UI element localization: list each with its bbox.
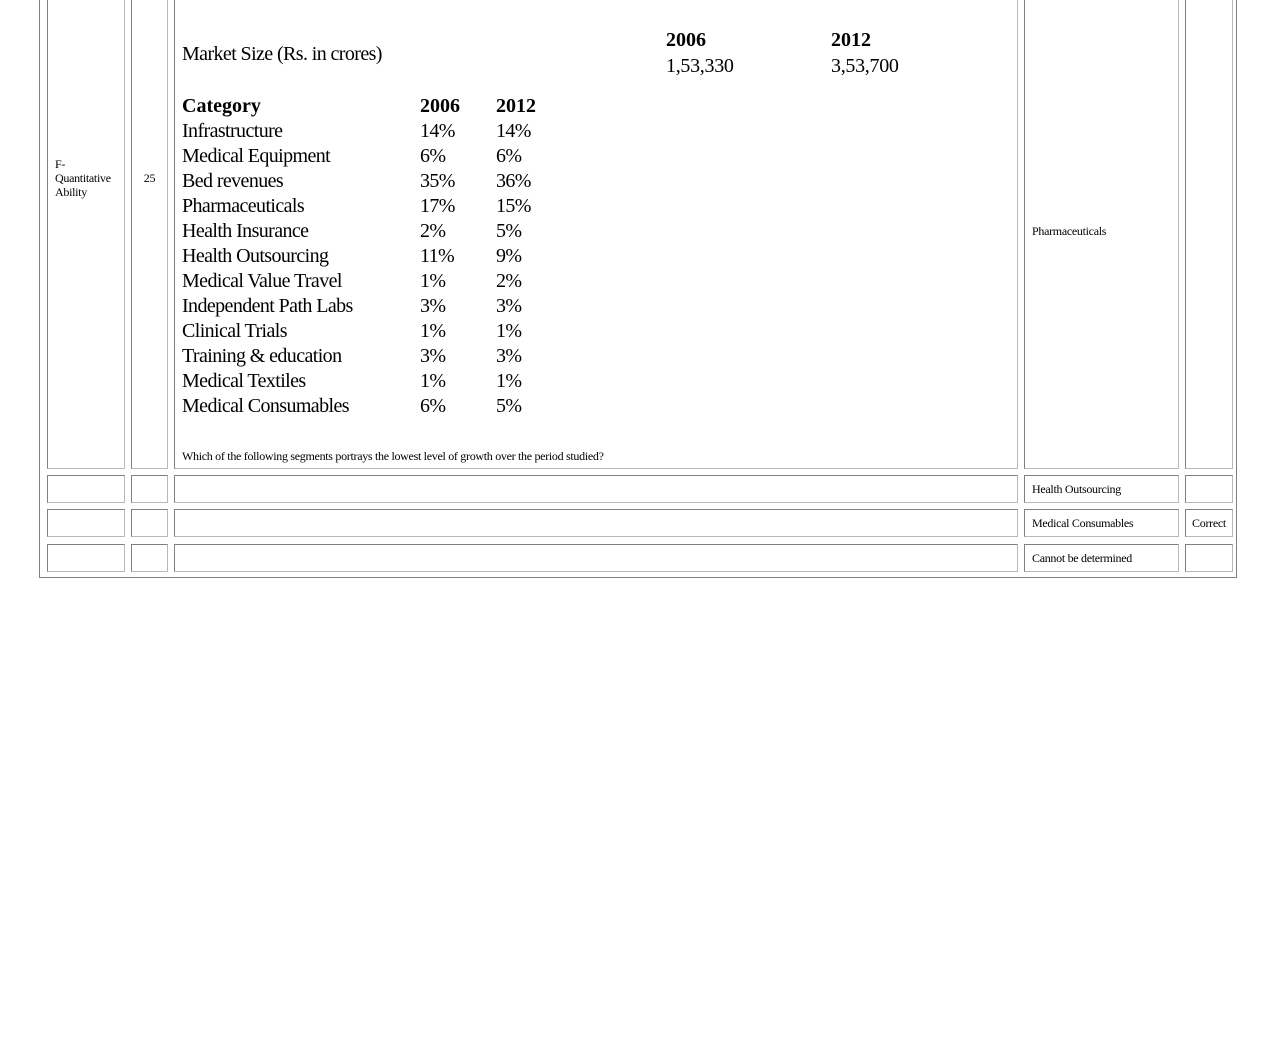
market-size-value-2006: 1,53,330 — [666, 55, 734, 77]
table-row — [182, 119, 546, 144]
table-row — [182, 344, 546, 369]
value-cell: 3% — [420, 345, 446, 367]
category-cell: Medical Equipment — [182, 145, 331, 167]
option-cell[interactable] — [1024, 544, 1179, 572]
value-cell: 35% — [420, 170, 455, 192]
table-row — [182, 394, 546, 419]
category-cell: Clinical Trials — [182, 320, 287, 342]
value-cell: 14% — [496, 120, 531, 142]
table-row — [182, 269, 546, 294]
category-cell: Pharmaceuticals — [182, 195, 305, 217]
category-cell: Medical Value Travel — [182, 270, 342, 292]
status-text — [1186, 0, 1232, 468]
option-text[interactable]: Medical Consumables — [1032, 516, 1134, 530]
value-cell: 2% — [420, 220, 446, 242]
number-cell-empty — [131, 509, 168, 537]
value-cell: 1% — [420, 270, 446, 292]
category-cell: Medical Consumables — [182, 395, 349, 417]
column-header: Category — [182, 95, 261, 117]
value-cell: 15% — [496, 195, 531, 217]
status-text — [1186, 545, 1232, 571]
value-cell: 1% — [496, 320, 522, 342]
number-cell — [131, 0, 168, 469]
question-number: 25 — [143, 171, 156, 185]
section-cell-empty — [47, 475, 125, 503]
section-cell-empty — [47, 509, 125, 537]
section-label — [55, 157, 125, 199]
option-cell[interactable] — [1024, 475, 1179, 503]
value-cell: 6% — [496, 145, 522, 167]
table-row — [182, 244, 546, 269]
value-cell: 3% — [496, 345, 522, 367]
value-cell: 1% — [496, 370, 522, 392]
value-cell: 17% — [420, 195, 455, 217]
question-prompt: Which of the following segments portrays the lowest level of growth over the period studied? — [182, 449, 604, 463]
category-cell: Training & education — [182, 345, 342, 367]
value-cell: 1% — [420, 320, 446, 342]
value-cell: 3% — [420, 295, 446, 317]
value-cell: 6% — [420, 145, 446, 167]
category-cell: Health Outsourcing — [182, 245, 329, 267]
value-cell: 1% — [420, 370, 446, 392]
number-cell-empty — [131, 475, 168, 503]
market-size-label: Market Size (Rs. in crores) — [182, 43, 382, 65]
column-header: 2006 — [420, 95, 460, 117]
category-cell: Medical Textiles — [182, 370, 306, 392]
content-cell-empty — [174, 509, 1018, 537]
table-row — [182, 144, 546, 169]
column-header: 2012 — [496, 95, 536, 117]
status-cell — [1185, 0, 1233, 469]
option-cell[interactable] — [1024, 509, 1179, 537]
category-table — [182, 94, 546, 419]
section-line: Quantitative — [55, 171, 111, 185]
value-cell: 2% — [496, 270, 522, 292]
category-cell: Independent Path Labs — [182, 295, 353, 317]
category-cell: Health Insurance — [182, 220, 309, 242]
value-cell: 5% — [496, 220, 522, 242]
table-row — [182, 319, 546, 344]
table-row — [182, 194, 546, 219]
status-cell — [1185, 509, 1233, 537]
status-cell — [1185, 475, 1233, 503]
content-cell-empty — [174, 544, 1018, 572]
question-content — [182, 1, 1017, 468]
question-content-cell — [174, 0, 1018, 469]
category-cell: Bed revenues — [182, 170, 284, 192]
value-cell: 6% — [420, 395, 446, 417]
status-text — [1186, 476, 1232, 502]
table-row — [182, 369, 546, 394]
market-size-year-2012: 2012 — [831, 29, 871, 51]
value-cell: 9% — [496, 245, 522, 267]
option-text[interactable]: Cannot be determined — [1032, 551, 1132, 565]
content-cell-empty — [174, 475, 1018, 503]
option-cell[interactable] — [1024, 0, 1179, 469]
value-cell: 5% — [496, 395, 522, 417]
question-table — [39, 0, 1237, 578]
option-text[interactable]: Health Outsourcing — [1032, 482, 1121, 496]
section-cell-empty — [47, 544, 125, 572]
number-cell-empty — [131, 544, 168, 572]
value-cell: 11% — [420, 245, 455, 267]
market-size-value-2012: 3,53,700 — [831, 55, 899, 77]
section-line: Ability — [55, 185, 87, 199]
market-size-year-2006: 2006 — [666, 29, 706, 51]
option-text[interactable]: Pharmaceuticals — [1032, 223, 1107, 238]
table-row — [182, 294, 546, 319]
correct-label: Correct — [1192, 516, 1226, 530]
section-cell — [47, 0, 125, 469]
value-cell: 36% — [496, 170, 531, 192]
table-header-row — [182, 94, 546, 119]
section-line: F- — [55, 157, 66, 171]
category-cell: Infrastructure — [182, 120, 283, 142]
table-row — [182, 169, 546, 194]
table-row — [182, 219, 546, 244]
value-cell: 14% — [420, 120, 455, 142]
value-cell: 3% — [496, 295, 522, 317]
status-cell — [1185, 544, 1233, 572]
